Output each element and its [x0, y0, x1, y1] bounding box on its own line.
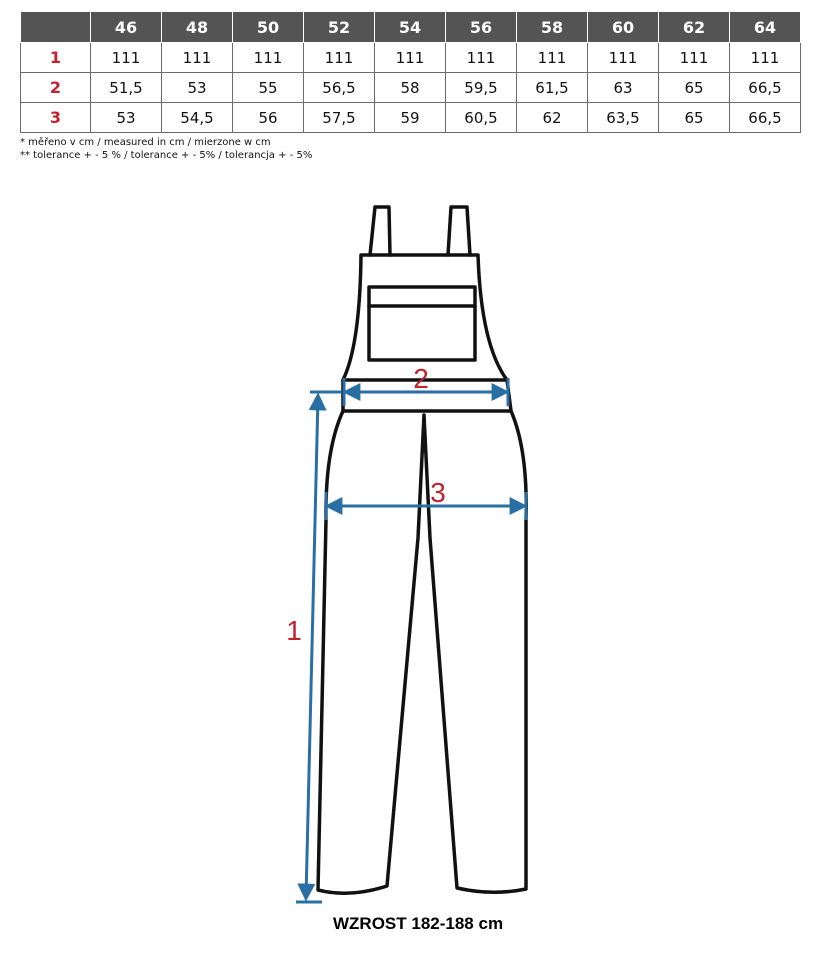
- table-cell: 55: [233, 73, 304, 103]
- table-cell: 53: [91, 103, 162, 133]
- row-label: 1: [21, 43, 91, 73]
- table-cell: 62: [517, 103, 588, 133]
- size-header: 50: [233, 12, 304, 43]
- table-cell: 65: [659, 103, 730, 133]
- size-header: 60: [588, 12, 659, 43]
- table-cell: 111: [162, 43, 233, 73]
- size-header: 58: [517, 12, 588, 43]
- measure-label-3: 3: [430, 477, 446, 508]
- table-cell: 111: [517, 43, 588, 73]
- chest-pocket: [369, 287, 475, 360]
- table-cell: 111: [659, 43, 730, 73]
- table-cell: 66,5: [730, 103, 801, 133]
- table-cell: 66,5: [730, 73, 801, 103]
- height-caption: WZROST 182-188 cm: [333, 914, 504, 933]
- right-strap: [448, 207, 470, 255]
- table-cell: 56: [233, 103, 304, 133]
- size-header: 64: [730, 12, 801, 43]
- table-cell: 60,5: [446, 103, 517, 133]
- table-cell: 111: [375, 43, 446, 73]
- row-label: 2: [21, 73, 91, 103]
- table-cell: 51,5: [91, 73, 162, 103]
- left-strap: [370, 207, 390, 255]
- table-cell: 59: [375, 103, 446, 133]
- row-label: 3: [21, 103, 91, 133]
- table-cell: 111: [588, 43, 659, 73]
- size-header: 48: [162, 12, 233, 43]
- size-header: 46: [91, 12, 162, 43]
- table-cell: 54,5: [162, 103, 233, 133]
- tolerance-note: ** tolerance + - 5 % / tolerance + - 5% / tolerancja + - 5%: [20, 150, 313, 161]
- table-cell: 111: [446, 43, 517, 73]
- table-cell: 63: [588, 73, 659, 103]
- table-cell: 111: [233, 43, 304, 73]
- size-header: 62: [659, 12, 730, 43]
- table-cell: 111: [91, 43, 162, 73]
- measured-note: * měřeno v cm / measured in cm / mierzone w cm: [20, 137, 271, 148]
- table-cell: 111: [730, 43, 801, 73]
- overalls-outline: [318, 207, 526, 893]
- size-header: 54: [375, 12, 446, 43]
- table-cell: 111: [304, 43, 375, 73]
- table-cell: 59,5: [446, 73, 517, 103]
- table-cell: 65: [659, 73, 730, 103]
- measure-label-2: 2: [413, 363, 429, 394]
- arrow-1-length: [306, 396, 318, 898]
- table-cell: 53: [162, 73, 233, 103]
- size-header: 56: [446, 12, 517, 43]
- size-header: 52: [304, 12, 375, 43]
- table-cell: 58: [375, 73, 446, 103]
- legs: [318, 411, 526, 893]
- table-cell: 57,5: [304, 103, 375, 133]
- table-cell: 56,5: [304, 73, 375, 103]
- table-cell: 61,5: [517, 73, 588, 103]
- table-cell: 63,5: [588, 103, 659, 133]
- measure-label-1: 1: [286, 615, 302, 646]
